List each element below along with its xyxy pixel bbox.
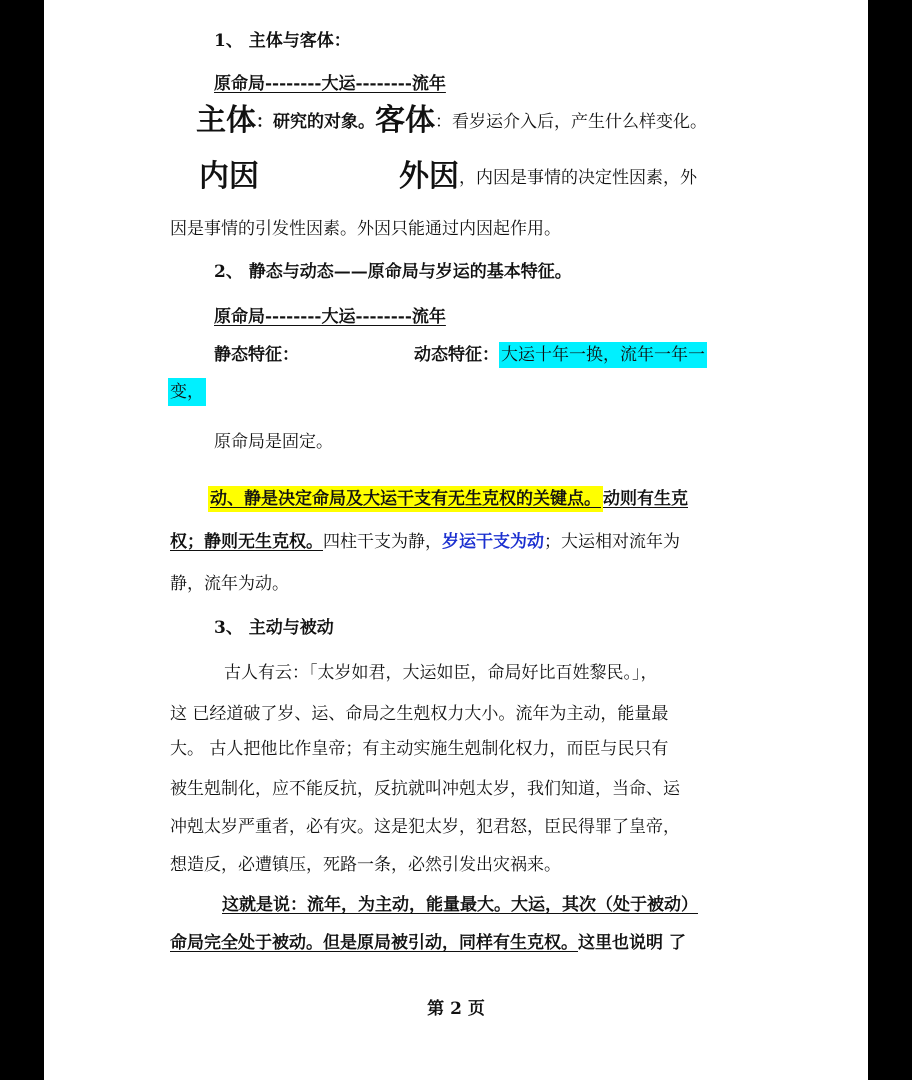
- paragraph-line-8-underlined: 命局完全处于被动。但是原局被引动，同样有生克权。: [170, 933, 578, 953]
- paragraph-line-8-rest: 这里也说明 了: [578, 933, 686, 953]
- page-number: 第 2 页: [427, 999, 485, 1019]
- dynamic-highlight-b: 变，: [168, 378, 206, 406]
- paragraph-line-5: 冲剋太岁严重者，必有灾。这是犯太岁，犯君怒，臣民得罪了皇帝，: [170, 817, 680, 837]
- pillar-blue-text: 岁运干支为动: [442, 532, 544, 552]
- dynamic-highlight-a: 大运十年一换，流年一年一: [499, 342, 707, 368]
- object-term: 客体: [375, 103, 435, 138]
- fixed-text: 原命局是固定。: [214, 432, 333, 452]
- pillar-text-a: 四柱干支为静，: [323, 532, 442, 552]
- paragraph-line-2: 这 已经道破了岁、运、命局之生剋权力大小。流年为主动，能量最: [170, 704, 669, 724]
- paragraph-line-1: 古人有云：「太岁如君，大运如臣，命局好比百姓黎民。」，: [224, 663, 658, 683]
- external-cause-term: 外因: [399, 159, 459, 194]
- paragraph-line-3: 大。 古人把他比作皇帝；有主动实施生剋制化权力，而臣与民只有: [170, 739, 669, 759]
- section-2-chain: 原命局--------大运--------流年: [214, 307, 446, 327]
- dynamic-line: [414, 341, 707, 369]
- section-1-heading: 1、 主体与客体：: [214, 31, 351, 51]
- cause-line: [199, 159, 259, 196]
- internal-cause-term: 内因: [199, 159, 259, 194]
- key-point-rest-a: 动则有生克: [603, 489, 688, 509]
- static-label: 静态特征：: [214, 345, 299, 365]
- key-point-rest-b: 权；静则无生克权。: [170, 532, 323, 552]
- dynamic-line-2: [168, 378, 206, 406]
- section-2-heading: 2、 静态与动态——原命局与岁运的基本特征。: [214, 262, 572, 282]
- section-3-heading: 3、 主动与被动: [214, 618, 334, 638]
- subject-term: 主体: [196, 103, 256, 138]
- key-point-line: [208, 485, 688, 513]
- paragraph-line-6: 想造反，必遭镇压，死路一条，必然引发出灾祸来。: [170, 855, 561, 875]
- document-page: [44, 0, 868, 1080]
- key-point-highlight: 动、静是决定命局及大运干支有无生克权的关键点。: [208, 486, 603, 512]
- cause-desc-a: ，内因是事情的决定性因素，外: [459, 168, 697, 188]
- pillar-text-c: 静，流年为动。: [170, 574, 289, 594]
- object-desc: ：看岁运介入后，产生什么样变化。: [435, 112, 707, 132]
- subject-object-line: [196, 103, 707, 140]
- subject-desc: ：研究的对象。: [256, 112, 375, 132]
- section-1-chain: 原命局--------大运--------流年: [214, 74, 446, 94]
- paragraph-line-8: [170, 929, 686, 957]
- paragraph-line-4: 被生剋制化，应不能反抗，反抗就叫冲剋太岁，我们知道，当命、运: [170, 779, 680, 799]
- dynamic-label: 动态特征：: [414, 345, 499, 365]
- paragraph-line-7: 这就是说：流年，为主动，能量最大。大运，其次（处于被动）: [222, 895, 698, 915]
- cause-desc-b: 因是事情的引发性因素。外因只能通过内因起作用。: [170, 219, 561, 239]
- pillar-text-b: ；大运相对流年为: [544, 532, 680, 552]
- cause-line-right: [399, 159, 697, 196]
- pillar-line: [170, 528, 680, 556]
